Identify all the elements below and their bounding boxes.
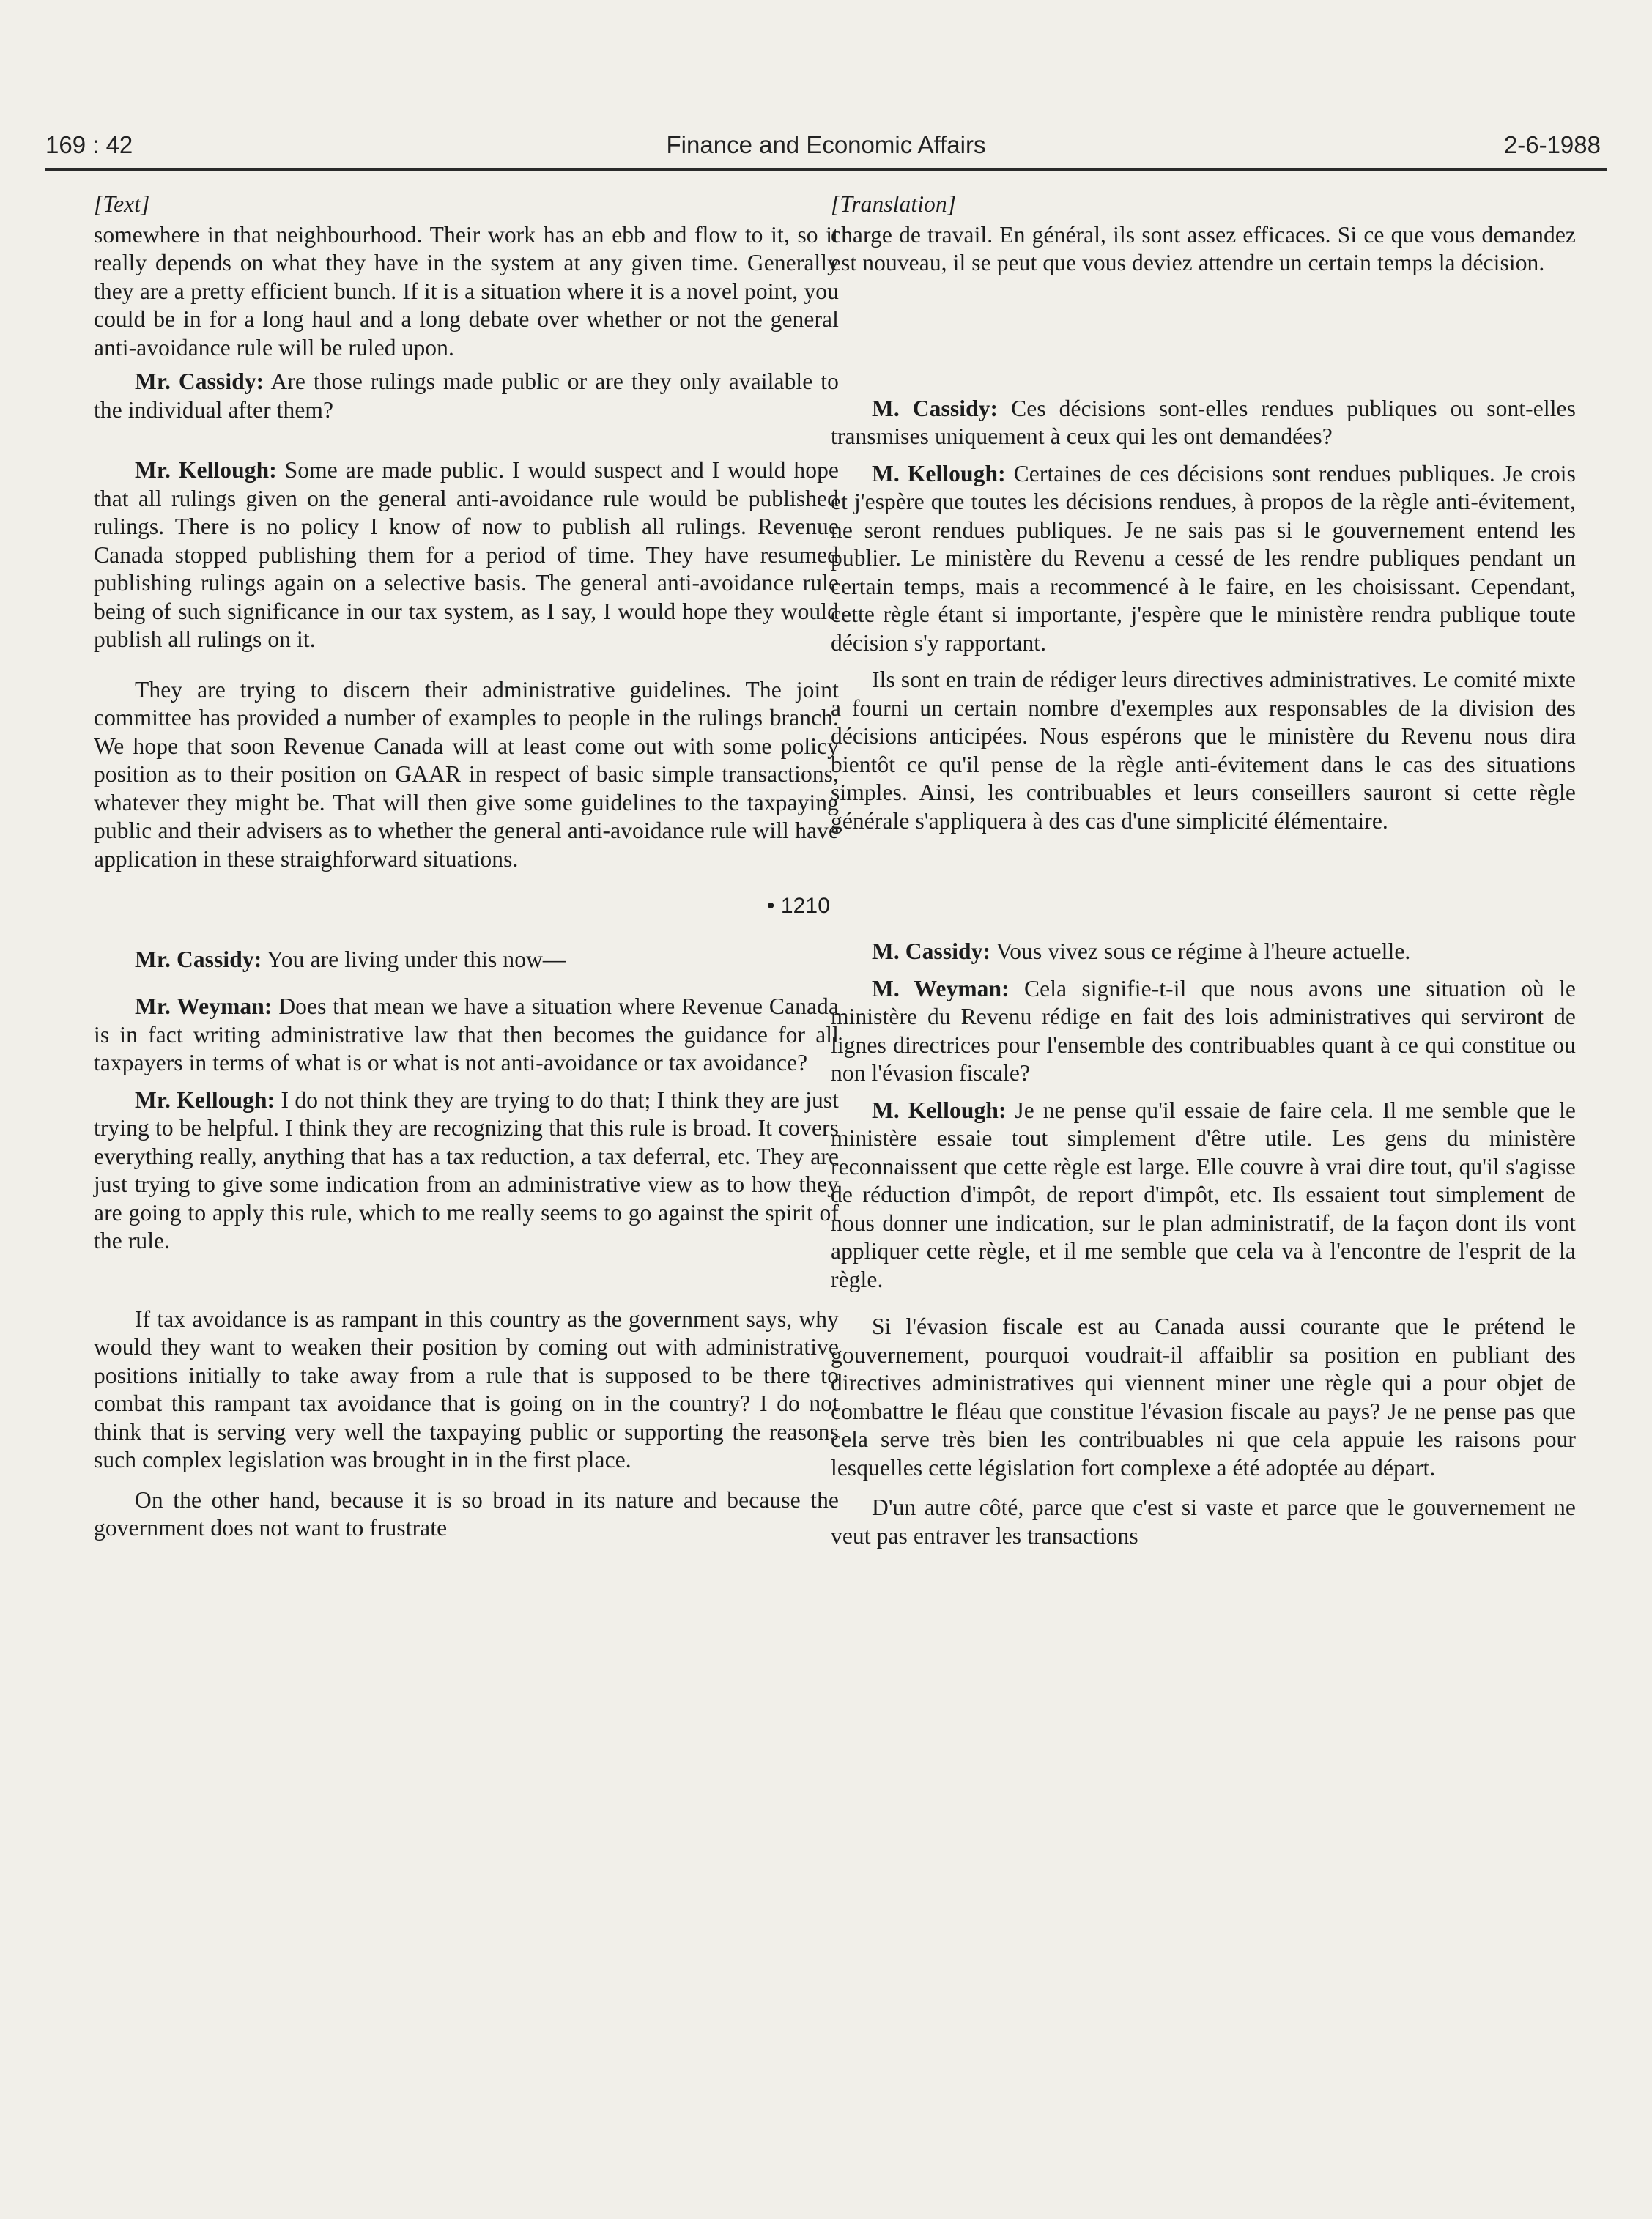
paragraph — [831, 395, 1576, 451]
paragraph — [94, 1086, 839, 1256]
speaker-name: M. Cassidy: — [872, 938, 991, 964]
speech-text: You are living under this now— — [262, 946, 566, 972]
speaker-name: M. Weyman: — [872, 975, 1010, 1001]
paragraph — [94, 946, 839, 974]
speaker-name: Mr. Cassidy: — [135, 946, 262, 972]
speech-text: Certaines de ces décisions sont rendues publiques. Je crois et j'espère que toutes les décisions rendues, à propos de la règle anti-évitement, ne seront rendues publiques. Je ne sais pas si le gouvernement entend les publier. Le ministère du Revenu a cessé de les rendre publiques pendant un certain temps, mais a recommencé à le faire, en les choisissant. Cependant, cette règle étant si importante, j'espère que le ministère rendra publique toute décision s'y rapportant. — [831, 460, 1577, 656]
paragraph — [94, 993, 839, 1078]
paragraph: If tax avoidance is as rampant in this country as the government says, why would they want to weaken their position by coming out with administrative positions initially to take away from a rule that is supposed to be there to combat this rampant tax avoidance that is going on in the country? I do not think that is serving very well the taxpaying public or supporting the reasons such complex legislation was brought in in the first place. — [94, 1305, 839, 1472]
paragraph: On the other hand, because it is so broad in its nature and because the government does not want to frustrate — [94, 1486, 839, 1541]
speech-text: Ces décisions sont-elles rendues publiques ou sont-elles transmises uniquement à ceux qui les ont demandées? — [831, 395, 1577, 449]
paragraph — [831, 1097, 1576, 1294]
french-column — [831, 190, 1576, 1550]
speaker-name: M. Kellough: — [872, 460, 1006, 486]
english-column — [94, 190, 839, 1543]
speech-text: Are those rulings made public or are they only available to the individual after them? — [94, 368, 840, 423]
page-number: 169 : 42 — [45, 131, 133, 158]
paragraph: somewhere in that neighbourhood. Their work has an ebb and flow to it, so it really depends on what they have in the system at any given time. Generally they are a pretty efficient bunch. If it is a situation where it is a novel point, you could be in for a long haul and a long debate over whether or not the general anti-avoidance rule will be ruled upon. — [94, 221, 839, 360]
paragraph — [831, 460, 1576, 658]
speech-text: Does that mean we have a situation where Revenue Canada is in fact writing administrative law that then becomes the guidance for all taxpayers in terms of what is or what is not anti-avoidance or tax avoidance? — [94, 993, 839, 1075]
header-rule — [45, 168, 1607, 171]
speaker-name: Mr. Weyman: — [135, 993, 273, 1019]
paragraph — [831, 938, 1576, 966]
speaker-name: Mr. Kellough: — [135, 1086, 275, 1113]
speech-text: Cela signifie-t-il que nous avons une situation où le ministère du Revenu rédige en fait des lois administratives qui serviront de lignes directrices pour l'ensemble des contribuables quant à ce qui constitue ou non l'évasion fiscale? — [831, 975, 1576, 1086]
speech-text: Some are made public. I would suspect and I would hope that all rulings given on the general anti-avoidance rule would be published rulings. There is no policy I know of now to publish all rulings. Revenue Canada stopped publishing them for a period of time. They have resumed publishing rulings again on a selective basis. The general anti-avoidance rule being of such significance in our tax system, as I say, I would hope they would publish all rulings on it. — [94, 457, 839, 652]
time-marker: • 1210 — [766, 894, 830, 918]
paragraph: Ils sont en train de rédiger leurs directives administratives. Le comité mixte a fourni un certain nombre d'exemples aux responsables de la division des décisions anticipées. Nous espérons que le ministère du Revenu nous dira bientôt ce qu'il pense de la règle anti-évitement dans le cas des situations simples. Ainsi, les contribuables et leurs conseillers sauront si cette règle générale s'appliquera à des cas d'une simplicité élémentaire. — [831, 667, 1576, 834]
speaker-name: Mr. Cassidy: — [135, 368, 264, 394]
translation-label: [Translation] — [831, 191, 957, 217]
committee-title: Finance and Economic Affairs — [666, 131, 986, 158]
paragraph — [94, 368, 839, 424]
speaker-name: M. Kellough: — [872, 1097, 1007, 1123]
speech-text: I do not think they are trying to do that; I think they are just trying to be helpful. I think they are recognizing that this rule is broad. It covers everything really, anything that has a tax reduction, a tax deferral, etc. They are just trying to give some indication from an administrative view as to how they are going to apply this rule, which to me really seems to go against the spirit of the rule. — [94, 1086, 839, 1253]
paragraph: charge de travail. En général, ils sont assez efficaces. Si ce que vous demandez est nouveau, il se peut que vous deviez attendre un certain temps la décision. — [831, 221, 1576, 275]
speaker-name: Mr. Kellough: — [135, 457, 277, 483]
text-label: [Text] — [94, 191, 150, 217]
paragraph: They are trying to discern their administrative guidelines. The joint committee has provided a number of examples to people in the rulings branch. We hope that soon Revenue Canada will at least come out with some policy position as to their position on GAAR in respect of basic simple transactions, whatever they might be. That will then give some guidelines to the taxpaying public and their advisers as to whether the general anti-avoidance rule will have application in these straighforward situations. — [94, 676, 839, 872]
speech-text: Je ne pense qu'il essaie de faire cela. Il me semble que le ministère essaie tout simplement d'être utile. Les gens du ministère reconnaissent que cette règle est large. Elle couvre à vrai dire tout, qu'il s'agisse de réduction d'impôt, de report d'impôt, etc. Ils essaient tout simplement de nous donner une indication, sur le plan administratif, de la façon dont ils vont appliquer cette règle, et il me semble que cela va à l'encontre de l'esprit de la règle. — [831, 1097, 1576, 1292]
meeting-date: 2-6-1988 — [1503, 131, 1601, 158]
paragraph: Si l'évasion fiscale est au Canada aussi courante que le prétend le gouvernement, pourquoi voudrait-il affaiblir sa position en publiant des directives administratives qui viennent miner une règle qui a pour objet de combattre le fléau que constitue l'évasion fiscale au pays? Je ne pense pas que cela serve très bien les contribuables ni que cela appuie les raisons pour lesquelles cette législation fort complexe a été adoptée au départ. — [831, 1314, 1576, 1481]
speech-text: Vous vivez sous ce régime à l'heure actuelle. — [990, 938, 1411, 964]
paragraph — [831, 975, 1576, 1088]
paragraph: D'un autre côté, parce que c'est si vaste et parce que le gouvernement ne veut pas entraver les transactions — [831, 1494, 1576, 1549]
paragraph — [94, 456, 839, 654]
speaker-name: M. Cassidy: — [872, 395, 999, 421]
